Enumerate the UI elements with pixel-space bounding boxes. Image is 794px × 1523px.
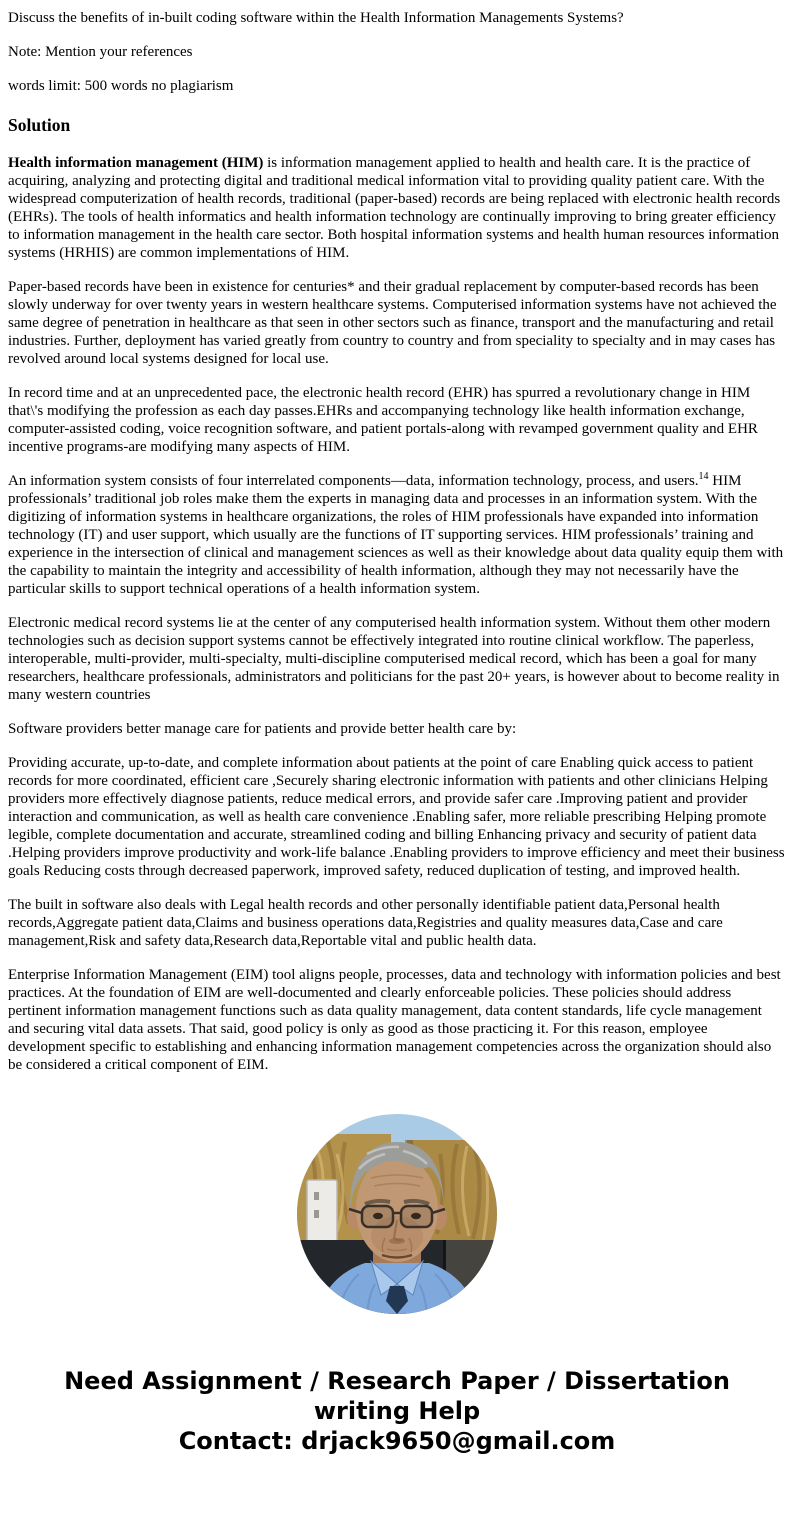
- question-note: Note: Mention your references: [8, 44, 193, 60]
- solution-paragraph-6: Software providers better manage care for patients and provide better health care by:: [8, 721, 517, 737]
- paragraph-4-text-a: An information system consists of four interrelated components—data, information technology, process, and users.: [8, 473, 699, 489]
- solution-paragraph-2: Paper-based records have been in existence for centuries* and their gradual replacement by computer-based records has been slowly underway for over twenty years in western healthcare systems. Computerised information systems have not achieved the same degree of penetration in healthcare as that seen in other sectors such as finance, transport and the manufacturing and retail industries. Further, deployment has varied greatly from country to country and from speciality to specialty and in may cases has revolved around local systems designed for local use.: [8, 279, 777, 367]
- promo-footer: [8, 1366, 786, 1486]
- solution-paragraph-7: Providing accurate, up-to-date, and complete information about patients at the point of care Enabling quick access to patient records for more coordinated, efficient care ,Securely sharing electronic information with patients and other clinicians Helping providers more effectively diagnose patients, reduce medical errors, and provide safer care .Improving patient and provider interaction and communication, as well as health care convenience .Enabling safer, more reliable prescribing Helping promote legible, complete documentation and accurate, streamlined coding and billing Enhancing privacy and security of patient data .Helping providers improve productivity and work-life balance .Enabling providers to improve efficiency and meet their business goals Reducing costs through decreased paperwork, improved safety, reduced duplication of testing, and improved health.: [8, 755, 785, 879]
- reference-superscript: 14: [698, 471, 709, 482]
- him-term-bold: Health information management (HIM): [8, 155, 264, 171]
- paragraph-4-text-b: HIM professionals’ traditional job roles make them the experts in managing data and processes in an information system. With the digitizing of information systems in healthcare organizations, the roles of HIM professionals have expanded into information technology (IT) and user support, which usually are the functions of IT supporting services. HIM professionals’ training and experience in the intersection of clinical and management sciences as well as their knowledge about data quality equip them with the capability to maintain the integrity and accessibility of health information, although they may not necessarily have the particular skills to support technical operations of a health information system.: [8, 473, 784, 597]
- solution-paragraph-5: Electronic medical record systems lie at the center of any computerised health information system. Without them other modern technologies such as decision support systems cannot be effectively integrated into routine clinical workflow. The paperless, interoperable, multi-provider, multi-specialty, multi-discipline computerised medical record, which has been a goal for many researchers, healthcare professionals, administrators and politicians for the past 20+ years, is however about to become reality in many western countries: [8, 615, 780, 703]
- solution-paragraph-8: The built in software also deals with Legal health records and other personally identifiable patient data,Personal health records,Aggregate patient data,Claims and business operations data,Registries and quality measures data,Case and care management,Risk and safety data,Research data,Reportable vital and public health data.: [8, 897, 723, 949]
- avatar-container: [8, 1114, 786, 1314]
- solution-paragraph-3: In record time and at an unprecedented pace, the electronic health record (EHR) has spurred a revolutionary change in HIM that\'s modifying the profession as each day passes.EHRs and accompanying technology like health information exchange, computer-assisted coding, voice recognition software, and patient portals-along with revamped government quality and EHR incentive programs-are modifying many aspects of HIM.: [8, 385, 758, 455]
- question-title: Discuss the benefits of in-built coding software within the Health Information Managements Systems?: [8, 10, 624, 26]
- question-word-limit: words limit: 500 words no plagiarism: [8, 78, 234, 94]
- promo-footer-line-2: writing Help: [313, 1397, 481, 1425]
- portrait-avatar-image: [297, 1114, 497, 1314]
- solution-paragraph-4: [8, 472, 786, 598]
- promo-footer-line-1: Need Assignment / Research Paper / Dissertation: [64, 1367, 730, 1395]
- solution-paragraph-9: Enterprise Information Management (EIM) tool aligns people, processes, data and technology with information policies and best practices. At the foundation of EIM are well-documented and clearly enforceable policies. These policies should address pertinent information management functions such as data quality management, data content standards, life cycle management and securing vital data assets. That said, good policy is only as good as those practicing it. For this reason, employee development specific to establishing and enhancing information management competencies across the organization should also be considered a critical component of EIM.: [8, 967, 781, 1073]
- promo-footer-contact: Contact: drjack9650@gmail.com: [178, 1427, 616, 1455]
- paragraph-1-text: is information management applied to health and health care. It is the practice of acquiring, analyzing and protecting digital and traditional medical information vital to providing quality patient care. With the widespread computerization of health records, traditional (paper-based) records are being replaced with electronic health records (EHRs). The tools of health informatics and health information technology are continually improving to bring greater efficiency to information management in the health care sector. Both hospital information systems and health human resources information systems (HRHIS) are common implementations of HIM.: [8, 155, 781, 261]
- solution-paragraph-1: [8, 154, 786, 262]
- solution-heading: Solution: [8, 115, 71, 135]
